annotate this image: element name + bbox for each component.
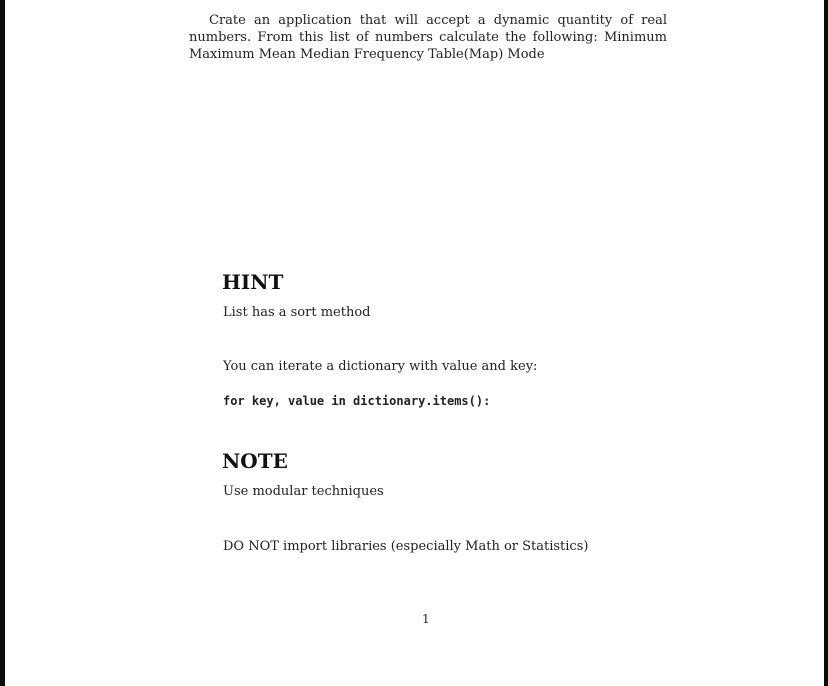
document-page <box>5 0 824 686</box>
intro-paragraph: Crate an application that will accept a dynamic quantity of real numbers. From this list of numbers calculate the following: Minimum Maximum Mean Median Frequency Table(Map) Mode <box>189 13 667 62</box>
note-heading: NOTE <box>222 449 288 473</box>
hint-heading: HINT <box>222 270 284 294</box>
note-modular-text: Use modular techniques <box>223 484 384 499</box>
hint-sort-text: List has a sort method <box>223 305 371 320</box>
note-no-import-text: DO NOT import libraries (especially Math or Statistics) <box>223 539 589 554</box>
screen-frame-right <box>824 0 828 686</box>
hint-code-snippet: for key, value in dictionary.items(): <box>223 394 491 408</box>
page-number: 1 <box>422 612 430 626</box>
hint-dictionary-text: You can iterate a dictionary with value and key: <box>223 359 538 374</box>
